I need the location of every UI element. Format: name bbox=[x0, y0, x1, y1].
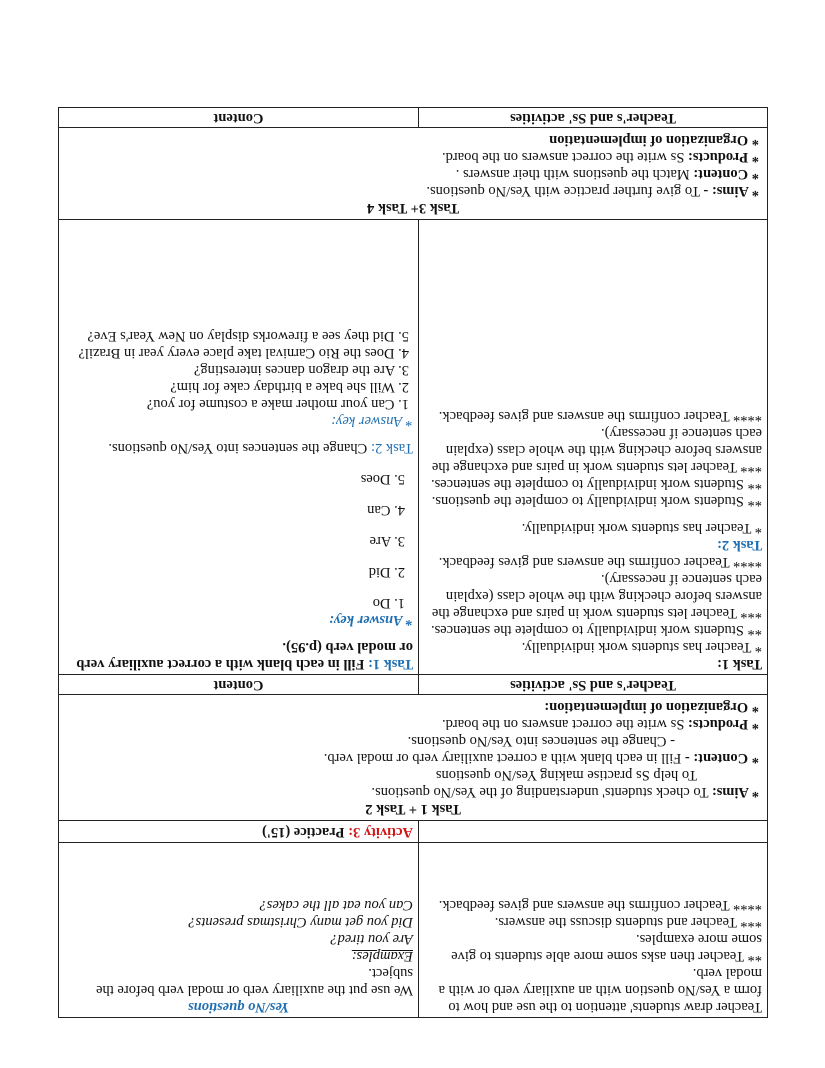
task2-step: *** Teacher lets students work in pairs and exchange the answers before checking with the whole class (explain each sentence if necessary). bbox=[431, 425, 762, 475]
example-line: Did you get many Christmas presents? bbox=[188, 914, 413, 930]
col-content-header: Content bbox=[59, 675, 419, 695]
task1-answer: 5. Does bbox=[360, 471, 405, 487]
task2-step: **** Teacher confirms the answers and gives feedback. bbox=[438, 408, 762, 424]
content-label: * Content: - bbox=[684, 750, 759, 766]
grammar-rule: We use put the auxiliary verb or modal verb before the subject. bbox=[96, 965, 413, 998]
column-header-row bbox=[59, 675, 768, 695]
task1-answer: 2. Did bbox=[368, 564, 405, 580]
task2-instruction: Change the sentences into Yes/No questions. bbox=[108, 440, 368, 456]
rotated-page bbox=[58, 52, 768, 1018]
task34-overview-cell bbox=[59, 128, 768, 220]
task1-answer: 4. Can bbox=[367, 502, 405, 518]
task2-label: Task 2: bbox=[716, 537, 762, 553]
aims-label: * Aims: - bbox=[703, 183, 759, 199]
task2-content-label: Task 2: bbox=[370, 440, 413, 456]
task1-step: * Teacher has students work individually. bbox=[521, 639, 762, 655]
aims-text: To check students' understanding of the Yes/No questions. bbox=[371, 784, 709, 800]
products-text: Ss write the correct answers on the board. bbox=[441, 716, 685, 732]
task34-overview-row bbox=[59, 128, 768, 220]
lesson-plan-table bbox=[58, 107, 768, 1018]
aims-text: To give further practice with Yes/No questions. bbox=[426, 183, 701, 199]
task1-content-label: Task 1: bbox=[367, 656, 413, 672]
example-line: Can you eat all the cakes? bbox=[259, 897, 413, 913]
activity-row bbox=[59, 821, 768, 843]
aims-label: * Aims: bbox=[711, 784, 759, 800]
organization-label: * Organization of implementation bbox=[549, 132, 759, 148]
col-content-header: Content bbox=[59, 108, 419, 128]
tasks-teacher-cell bbox=[419, 220, 768, 675]
task1-step: **** Teacher confirms the answers and gives feedback. bbox=[438, 554, 762, 570]
task2-answer: 4. Does the Rio Carnival take place every year in Brazil? bbox=[78, 345, 409, 361]
task1-answer: 3. Are bbox=[369, 533, 405, 549]
intro-teacher-line: ** Teacher then asks some more able students to give some more examples. bbox=[451, 931, 762, 964]
task1-answer: 1. Do bbox=[372, 595, 405, 611]
task1-step: ** Students work individually to complete the sentences. bbox=[430, 622, 762, 638]
products-label: * Products: bbox=[687, 149, 759, 165]
task2-step: ** Students work individually to complete the questions. bbox=[431, 493, 762, 509]
task2-answer: 5. Did they see a fireworks display on New Year's Eve? bbox=[87, 328, 409, 344]
task2-answer: 1. Can your mother make a costume for you? bbox=[146, 396, 409, 412]
activity-left-cell bbox=[419, 821, 768, 843]
task2-answer: 2. Will she bake a birthday cake for him? bbox=[170, 379, 409, 395]
col-teacher-header: Teacher's and Ss' activities bbox=[419, 108, 768, 128]
task1-answer-key-label: * Answer key: bbox=[328, 612, 413, 628]
intro-teacher-line: **** Teacher confirms the answers and gives feedback. bbox=[438, 897, 762, 913]
yes-no-heading: Yes/No questions bbox=[187, 999, 290, 1015]
task1-step: *** Teacher lets students work in pairs and exchange the answers before checking with the whole class (explain each sentence if necessary). bbox=[431, 571, 762, 621]
task12-overview-row bbox=[59, 695, 768, 821]
col-teacher-header: Teacher's and Ss' activities bbox=[419, 675, 768, 695]
task1-label: Task 1: bbox=[716, 656, 762, 672]
task1-instruction: Fill in each blank with a correct auxiliary verb or modal verb (p.95). bbox=[76, 639, 413, 672]
content-text: Match the questions with their answers . bbox=[455, 166, 690, 182]
example-line: Are you tired? bbox=[330, 931, 413, 947]
column-header-row bbox=[59, 108, 768, 128]
task12-overview-cell bbox=[59, 695, 768, 821]
products-label: * Products: bbox=[687, 716, 759, 732]
tasks-body-row bbox=[59, 220, 768, 675]
aims-text: To help Ss practise making Yes/No questions bbox=[435, 767, 697, 783]
intro-row bbox=[59, 843, 768, 1018]
content-label: * Content: bbox=[693, 166, 759, 182]
task2-answer-key-label: * Answer key: bbox=[331, 413, 413, 429]
activity-title: Practice (15') bbox=[262, 824, 345, 840]
intro-teacher-line: *** Teacher and students discuss the answers. bbox=[494, 914, 762, 930]
tasks-content-cell bbox=[59, 220, 419, 675]
task34-title: Task 3+ Task 4 bbox=[367, 200, 459, 216]
intro-teacher-cell bbox=[419, 843, 768, 1018]
content-text: Fill in each blank with a correct auxiliary verb or modal verb. bbox=[323, 750, 682, 766]
activity-title-cell bbox=[59, 821, 419, 843]
content-text: - Change the sentences into Yes/No questions. bbox=[407, 733, 675, 749]
task12-title: Task 1 + Task 2 bbox=[365, 801, 461, 817]
organization-label: * Organization of implementation: bbox=[544, 699, 759, 715]
examples-label: Examples: bbox=[351, 948, 413, 964]
intro-teacher-line: Teacher draw students' attention to the use and how to form a Yes/No question with an auxiliary verb or with a modal verb. bbox=[438, 965, 762, 1015]
task2-step: ** Students work individually to complete the sentences. bbox=[430, 476, 762, 492]
activity-label: Activity 3: bbox=[348, 824, 413, 840]
task2-answer: 3. Are the dragon dances interesting? bbox=[193, 362, 409, 378]
products-text: Ss write the correct answers on the board. bbox=[441, 149, 685, 165]
task2-step: * Teacher has students work individually. bbox=[521, 520, 762, 536]
intro-content-cell bbox=[59, 843, 419, 1018]
